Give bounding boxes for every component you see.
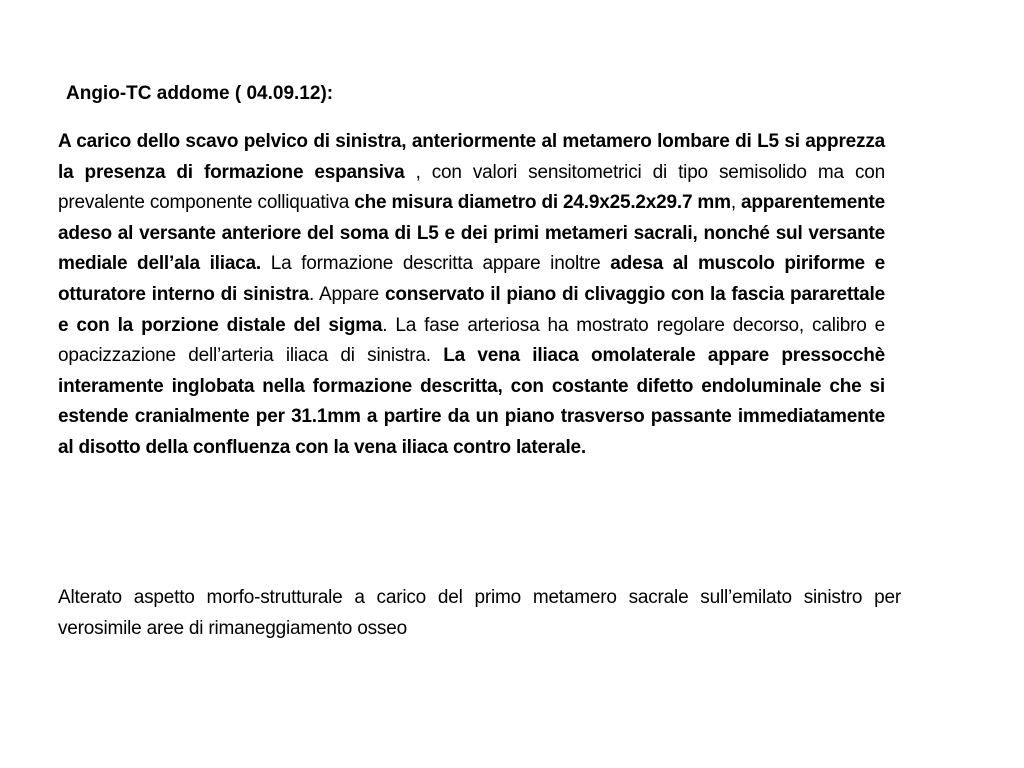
text-run-bold: che misura diametro di 24.9x25.2x29.7 mm <box>354 192 731 214</box>
text-run-normal: , con valori sensitometrici di tipo semisolido ma con prevalente componente colliquativa <box>58 161 885 214</box>
text-run-bold: apparentemente adeso al versante anteriore del soma di L5 e dei primi metameri sacrali, nonché sul versante mediale dell’ala iliaca. <box>58 192 885 275</box>
slide-title: Angio-TC addome ( 04.09.12): <box>66 83 334 104</box>
text-run-bold: La vena iliaca omolaterale appare pressocchè interamente inglobata nella formazione descritta, con costante difetto endoluminale che si estende cranialmente per 31.1mm a partire da un piano trasverso passante immediatamente al disotto della confluenza con la vena iliaca contro laterale. <box>58 345 886 458</box>
report-paragraph-main <box>58 127 885 464</box>
report-paragraph-secondary: Alterato aspetto morfo-strutturale a carico del primo metamero sacrale sull’emilato sinistro per verosimile aree di rimaneggiamento osseo <box>58 587 901 639</box>
text-run-bold: conservato il piano di clivaggio con la fascia pararettale e con la porzione distale del sigma <box>58 283 885 336</box>
text-run-bold: A carico dello scavo pelvico di sinistra, anteriormente al metamero lombare di L5 si apprezza la presenza di formazione espansiva <box>58 131 885 183</box>
text-run-normal: , <box>730 192 742 214</box>
text-run-normal: . La fase arteriosa ha mostrato regolare decorso, calibro e opacizzazione dell’arteria iliaca di sinistra. <box>58 314 885 367</box>
text-run-bold: adesa al muscolo piriforme e otturatore interno di sinistra <box>58 253 885 305</box>
text-run-normal: La formazione descritta appare inoltre <box>261 253 611 275</box>
text-run-normal: . Appare <box>309 283 385 305</box>
